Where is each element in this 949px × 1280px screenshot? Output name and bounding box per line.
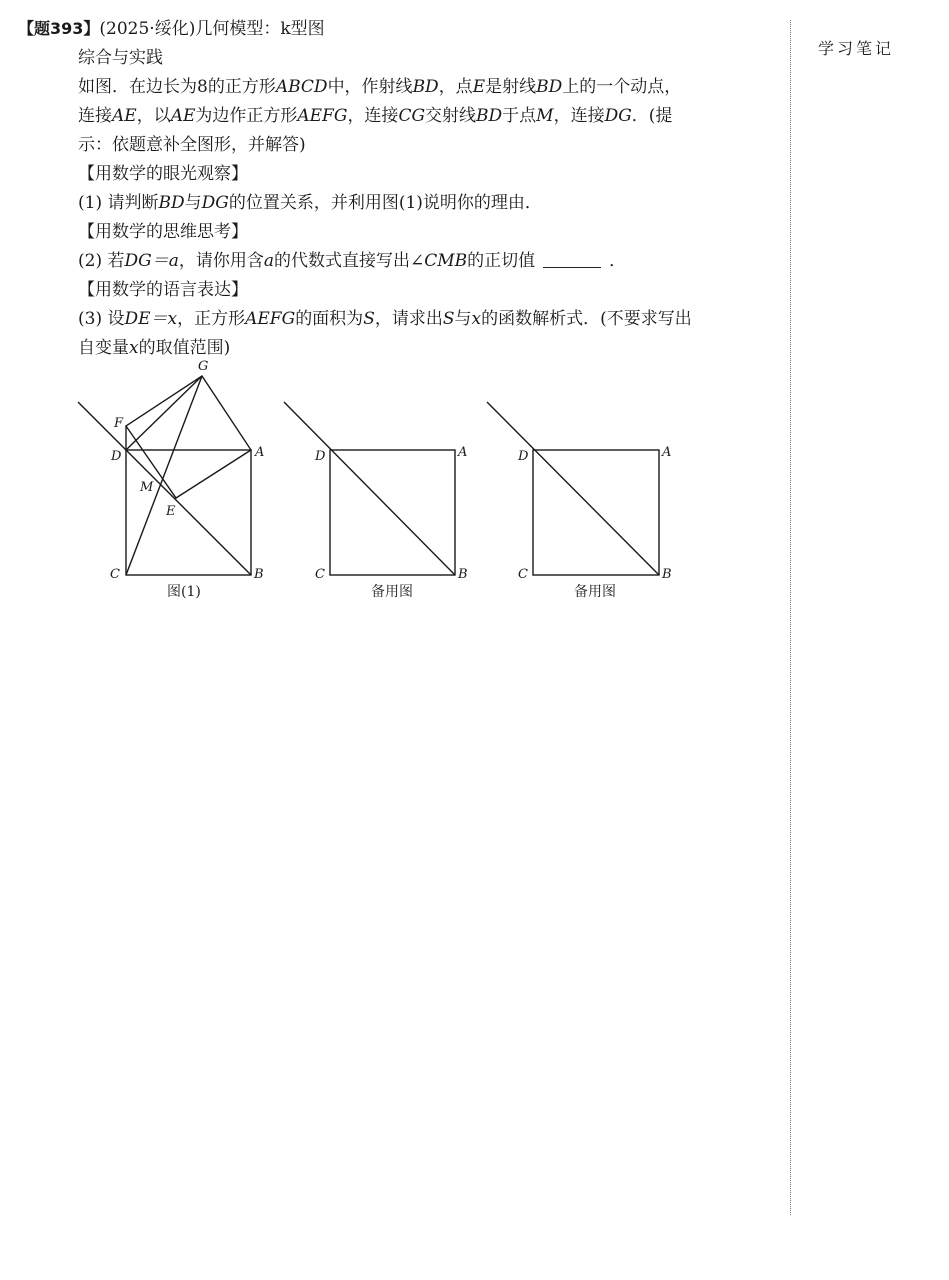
math-var: DG: [201, 193, 229, 213]
answer-blank[interactable]: [543, 249, 601, 268]
math-var: ∠CMB: [409, 251, 468, 271]
notes-divider: [790, 20, 791, 1215]
part-text: 的位置关系，并利用图(1)说明你的理由．: [228, 193, 542, 213]
part-text: ，请求出: [374, 309, 443, 329]
part-text: 与: [454, 309, 472, 329]
math-var: BD: [536, 77, 563, 97]
problem-model: 几何模型：k型图: [195, 19, 325, 39]
part-text: 与: [184, 193, 202, 213]
math-var: E: [472, 77, 486, 97]
math-var: ABCD: [275, 77, 328, 97]
math-var: x: [471, 309, 482, 329]
stem-text: ，点: [438, 77, 473, 97]
math-var: M: [536, 106, 554, 126]
math-var: S: [363, 309, 375, 329]
stem-text: ，以: [136, 106, 171, 126]
stem-text: 如图．在边长为8的正方形: [78, 77, 276, 97]
math-var: x: [129, 338, 139, 358]
label-b: B: [254, 567, 264, 582]
math-var: AE: [112, 106, 137, 126]
math-var: DG: [604, 106, 632, 126]
stem-text: 中，作射线: [327, 77, 413, 97]
caption-spare-1: 备用图: [371, 584, 413, 600]
caption-spare-2: 备用图: [574, 584, 616, 600]
math-var: AE: [170, 106, 196, 126]
ray-bd: [78, 402, 251, 575]
label-c: C: [110, 567, 120, 582]
spare2-label-a: A: [662, 445, 672, 460]
stem-text: 交射线: [425, 106, 477, 126]
spare1-label-a: A: [458, 445, 468, 460]
math-var: BD: [412, 77, 439, 97]
part-text: 的面积为: [295, 309, 364, 329]
label-m: M: [140, 480, 154, 495]
part-1: [78, 160, 786, 218]
spare2-label-d: D: [518, 449, 529, 464]
part-3: [78, 276, 786, 363]
stem-text: ，连接: [553, 106, 605, 126]
section-title: 综合与实践: [78, 48, 163, 68]
label-e: E: [166, 504, 176, 519]
math-var: CG: [398, 106, 426, 126]
notes-title: 学习笔记: [818, 39, 895, 58]
spare1-label-b: B: [458, 567, 468, 582]
label-a: A: [255, 445, 265, 460]
stem-text: 是射线: [485, 77, 537, 97]
stem-text: 示：依题意补全图形，并解答): [78, 135, 306, 155]
spare-figure-1: [284, 402, 455, 575]
part-text: ，正方形: [177, 309, 246, 329]
part-3-header: 【用数学的语言表达】: [78, 280, 248, 300]
label-d: D: [111, 449, 122, 464]
figures: [60, 356, 760, 606]
segment-dg: [126, 376, 202, 450]
spare-ray-1: [284, 402, 455, 575]
stem-text: ．(提: [631, 106, 673, 126]
spare-figure-2: [487, 402, 659, 575]
math-var: S: [442, 309, 455, 329]
part-text: (2) 若: [78, 251, 125, 271]
math-var: a: [263, 251, 274, 271]
math-var: BD: [158, 193, 185, 213]
stem-text: ，连接: [347, 106, 399, 126]
part-text: ．: [609, 251, 627, 271]
math-var: AEFG: [245, 309, 296, 329]
spare2-label-c: C: [518, 567, 528, 582]
math-var: DG＝a: [124, 251, 179, 271]
part-1-header: 【用数学的眼光观察】: [78, 164, 248, 184]
part-text: (1) 请判断: [78, 193, 159, 213]
math-var: BD: [476, 106, 503, 126]
part-text: (3) 设: [78, 309, 125, 329]
part-2: [78, 218, 786, 276]
part-text: 的取值范围): [138, 338, 231, 358]
caption-fig-1: 图(1): [167, 584, 201, 600]
part-2-header: 【用数学的思维思考】: [78, 222, 248, 242]
spare1-label-d: D: [315, 449, 326, 464]
part-text: 自变量: [78, 338, 129, 358]
math-var: AEFG: [297, 106, 348, 126]
spare-ray-2: [487, 402, 659, 575]
problem-source: (2025·绥化): [99, 19, 196, 39]
segment-cg: [126, 376, 202, 575]
part-text: 的代数式直接写出: [273, 251, 410, 271]
math-var: DE＝x: [124, 309, 178, 329]
figures-svg: [60, 356, 760, 606]
figure-1: [78, 376, 251, 575]
part-text: 的正切值: [467, 251, 536, 271]
stem-text: 于点: [502, 106, 537, 126]
spare2-label-b: B: [662, 567, 672, 582]
problem-title: [18, 14, 786, 44]
problem-stem: [78, 73, 786, 160]
stem-text: 为边作正方形: [195, 106, 298, 126]
problem-tag: 【题393】: [18, 19, 100, 38]
problem-content: [18, 14, 786, 363]
stem-text: 上的一个动点，: [562, 77, 682, 97]
part-text: 的函数解析式．(不要求写出: [481, 309, 692, 329]
label-f: F: [114, 416, 124, 431]
spare1-label-c: C: [315, 567, 325, 582]
part-text: ，请你用含: [178, 251, 264, 271]
stem-text: 连接: [78, 106, 112, 126]
label-g: G: [198, 359, 209, 374]
